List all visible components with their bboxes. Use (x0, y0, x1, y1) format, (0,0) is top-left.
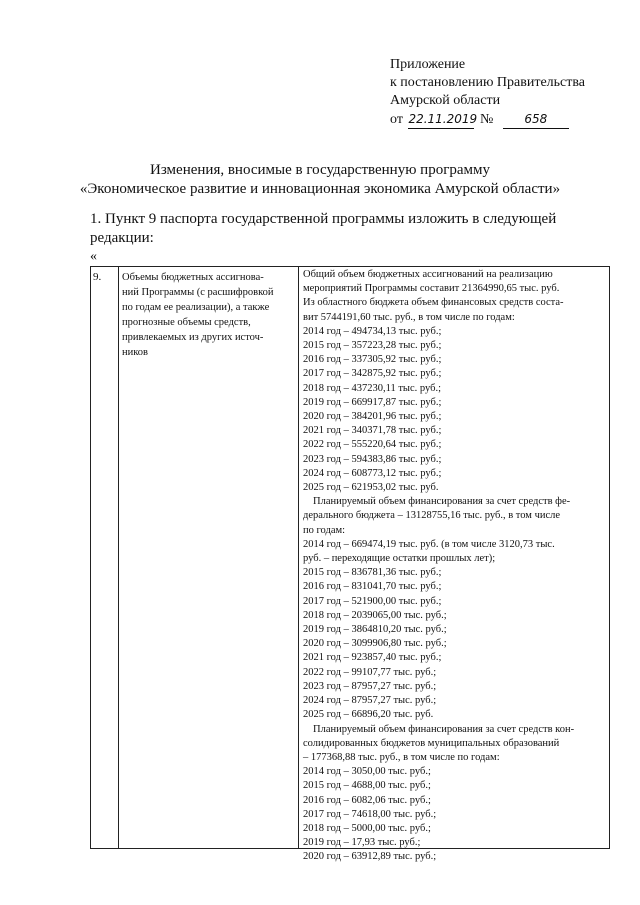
funding-line: 2015 год – 4688,00 тыс. руб.; (303, 780, 431, 792)
funding-line: 2018 год – 2039065,00 тыс. руб.; (303, 609, 447, 621)
funding-line: 2019 год – 3864810,20 тыс. руб.; (303, 624, 447, 636)
funding-line: 2015 год – 836781,36 тыс. руб.; (303, 567, 442, 579)
title-line-2: «Экономическое развитие и инновационная экономика Амурской области» (79, 181, 561, 197)
passport-table (90, 266, 610, 863)
funding-line: 2017 год – 342875,92 тыс. руб.; (303, 368, 442, 380)
date-number-line (390, 110, 585, 129)
item-name-line: ний Программы (с расшифровкой (122, 287, 274, 298)
funding-line: 2020 год – 384201,96 тыс. руб.; (303, 411, 442, 423)
funding-line: – 177368,88 тыс. руб., в том числе по годам: (303, 751, 500, 763)
funding-line: 2024 год – 87957,27 тыс. руб.; (303, 695, 437, 707)
funding-line: мероприятий Программы составит 21364990,65 тыс. руб. (303, 283, 560, 295)
row-number-cell: 9. (93, 271, 102, 283)
funding-content-cell (303, 268, 607, 865)
appendix-header (390, 56, 585, 129)
funding-line: 2021 год – 923857,40 тыс. руб.; (303, 652, 442, 664)
title-line-1: Изменения, вносимые в государственную программу (150, 162, 490, 178)
funding-line: 2014 год – 669474,19 тыс. руб. (в том числе 3120,73 тыс. (303, 538, 555, 550)
funding-line: Планируемый объем финансирования за счет средств кон- (313, 723, 575, 735)
funding-line: 2015 год – 357223,28 тыс. руб.; (303, 340, 442, 352)
funding-line: дерального бюджета – 13128755,16 тыс. руб., в том числе (303, 510, 561, 522)
funding-line: 2018 год – 437230,11 тыс. руб.; (303, 382, 441, 394)
funding-line: 2016 год – 831041,70 тыс. руб.; (303, 581, 442, 593)
funding-line: 2023 год – 594383,86 тыс. руб.; (303, 453, 442, 465)
funding-line: 2020 год – 3099906,80 тыс. руб.; (303, 638, 447, 650)
appendix-subtitle: к постановлению Правительства (390, 75, 586, 90)
funding-line: Общий объем бюджетных ассигнований на реализацию (303, 269, 553, 280)
item-name-line: привлекаемых из других источ- (122, 332, 264, 343)
funding-line: 2017 год – 521900,00 тыс. руб.; (303, 595, 442, 607)
funding-line: 2022 год – 555220,64 тыс. руб.; (303, 439, 442, 451)
intro-paragraph-continuation: редакции: (90, 230, 154, 246)
funding-line: 2024 год – 608773,12 тыс. руб.; (303, 467, 442, 479)
date-prefix: от (390, 112, 403, 127)
number-prefix: № (479, 112, 494, 127)
funding-line: 2023 год – 87957,27 тыс. руб.; (303, 680, 437, 692)
funding-line: руб. – переходящие остатки прошлых лет); (303, 553, 496, 565)
appendix-title: Приложение (390, 57, 466, 72)
funding-line: 2018 год – 5000,00 тыс. руб.; (303, 822, 431, 834)
funding-line: Из областного бюджета объем финансовых средств соста- (303, 297, 564, 309)
column-divider-2 (298, 267, 299, 848)
handwritten-date: 22.11.2019 (408, 110, 474, 129)
funding-line: Планируемый объем финансирования за счет средств фе- (313, 496, 571, 508)
funding-line: 2014 год – 494734,13 тыс. руб.; (303, 325, 442, 337)
funding-line: 2025 год – 66896,20 тыс. руб. (303, 709, 434, 721)
funding-line: 2020 год – 63912,89 тыс. руб.; (303, 851, 437, 863)
column-divider-1 (118, 267, 119, 848)
funding-line: вит 5744191,60 тыс. руб., в том числе по годам: (303, 311, 515, 323)
item-name-line: по годам ее реализации), а также (122, 302, 270, 313)
funding-line: 2017 год – 74618,00 тыс. руб.; (303, 808, 437, 820)
document-title (0, 161, 640, 199)
item-name-cell (122, 270, 294, 360)
opening-quote-mark: « (90, 249, 97, 264)
funding-line: 2019 год – 17,93 тыс. руб.; (303, 837, 421, 849)
funding-line: солидированных бюджетов муниципальных образований (303, 737, 560, 749)
funding-line: по годам: (303, 524, 346, 536)
intro-paragraph: 1. Пункт 9 паспорта государственной программы изложить в следующей (90, 211, 557, 227)
funding-line: 2025 год – 621953,02 тыс. руб. (303, 482, 439, 494)
item-name-line: ников (122, 347, 149, 358)
funding-line: 2021 год – 340371,78 тыс. руб.; (303, 425, 442, 437)
funding-line: 2022 год – 99107,77 тыс. руб.; (303, 666, 437, 678)
handwritten-number: 658 (503, 110, 569, 129)
funding-line: 2016 год – 337305,92 тыс. руб.; (303, 354, 442, 366)
item-name-line: Объемы бюджетных ассигнова- (122, 272, 264, 283)
funding-line: 2016 год – 6082,06 тыс. руб.; (303, 794, 431, 806)
appendix-region: Амурской области (390, 93, 501, 108)
funding-line: 2019 год – 669917,87 тыс. руб.; (303, 396, 442, 408)
funding-line: 2014 год – 3050,00 тыс. руб.; (303, 766, 431, 778)
item-name-line: прогнозные объемы средств, (122, 317, 251, 328)
